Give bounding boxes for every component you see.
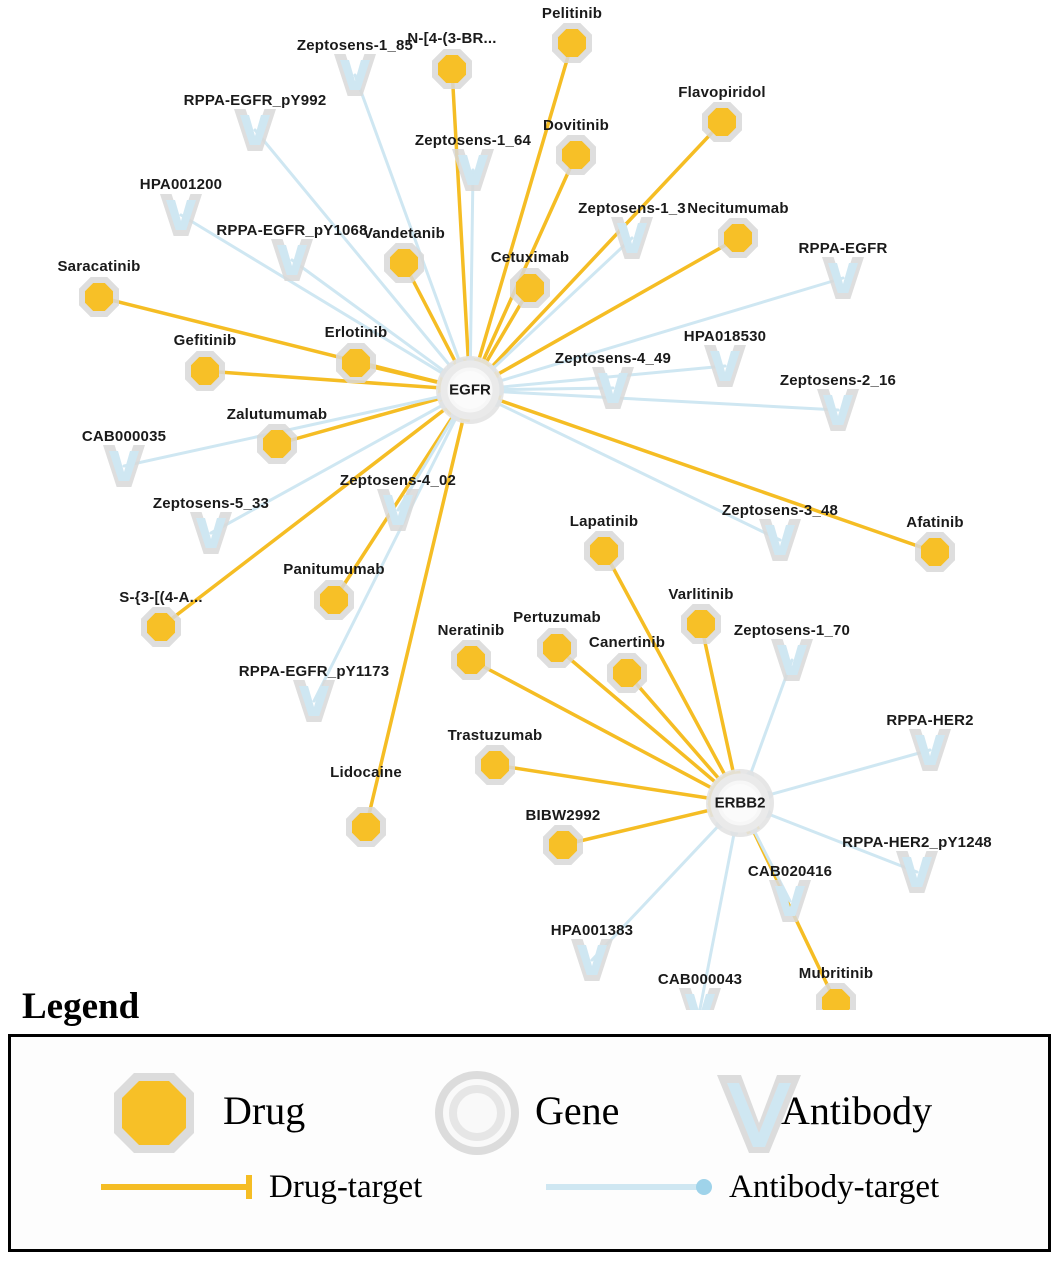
antibody-node-label: CAB020416: [747, 863, 833, 880]
graph-edge: [500, 366, 725, 387]
drug-node[interactable]: [516, 274, 544, 302]
graph-edge: [478, 43, 572, 361]
legend-gene-icon: [429, 1065, 525, 1166]
drug-node[interactable]: [921, 538, 949, 566]
graph-edge: [470, 170, 473, 360]
drug-node-label: Pertuzumab: [513, 609, 601, 626]
drug-node-label: Lapatinib: [569, 513, 639, 530]
antibody-node-label: Zeptosens-1_85: [296, 37, 414, 54]
graph-edge: [314, 417, 457, 701]
antibody-node-label: Zeptosens-4_49: [554, 350, 672, 367]
drug-node-label: Dovitinib: [543, 117, 609, 134]
legend: [0, 985, 1059, 1252]
antibody-node-label: RPPA-HER2: [886, 712, 974, 729]
drug-node[interactable]: [543, 634, 571, 662]
drug-node-label: Afatinib: [906, 514, 964, 531]
antibody-node-label: RPPA-HER2_pY1248: [842, 834, 992, 851]
drug-node[interactable]: [457, 646, 485, 674]
graph-edge: [498, 400, 935, 552]
antibody-node-label: RPPA-EGFR_pY1173: [238, 663, 390, 680]
drug-node-label: Pelitinib: [541, 5, 603, 22]
legend-gene-label: Gene: [535, 1088, 620, 1133]
drug-node[interactable]: [562, 141, 590, 169]
drug-node[interactable]: [342, 349, 370, 377]
antibody-node-label: Zeptosens-1_64: [414, 132, 532, 149]
drug-node[interactable]: [708, 108, 736, 136]
drug-node[interactable]: [558, 29, 586, 57]
gene-node-label: EGFR: [449, 381, 491, 399]
drug-node[interactable]: [481, 751, 509, 779]
drug-node[interactable]: [390, 249, 418, 277]
drug-node[interactable]: [687, 610, 715, 638]
drug-node-label: Gefitinib: [173, 332, 237, 349]
antibody-node-label: RPPA-EGFR_pY992: [183, 92, 327, 109]
antibody-node-label: Zeptosens-4_02: [339, 472, 457, 489]
drug-node-label: Saracatinib: [57, 258, 141, 275]
drug-node-label: BIBW2992: [525, 807, 601, 824]
legend-box: [8, 1034, 1051, 1252]
drug-node-label: Zalutumumab: [226, 406, 328, 423]
drug-node-label: Flavopiridol: [678, 84, 766, 101]
drug-node[interactable]: [191, 357, 219, 385]
antibody-node-label: Zeptosens-1_70: [733, 622, 851, 639]
drug-node[interactable]: [613, 659, 641, 687]
antibody-node-label: CAB000043: [657, 971, 743, 988]
gene-node-label: ERBB2: [714, 794, 766, 812]
graph-edge: [701, 624, 734, 774]
antibody-node-label: Zeptosens-2_16: [779, 372, 897, 389]
legend-drug-label: Drug: [223, 1088, 306, 1133]
drug-node-label: Varlitinib: [668, 586, 734, 603]
legend-antibody-target-label: Antibody-target: [729, 1169, 940, 1205]
antibody-node-label: Zeptosens-3_48: [721, 502, 839, 519]
legend-antibody-target-edge-icon: [546, 1172, 716, 1207]
drug-node-label: N-[4-(3-BR...: [407, 30, 497, 47]
drug-node[interactable]: [549, 831, 577, 859]
drug-node[interactable]: [85, 283, 113, 311]
antibody-node-label: HPA001200: [139, 176, 223, 193]
drug-node[interactable]: [438, 55, 466, 83]
legend-drug-target-edge-icon: [101, 1172, 261, 1207]
drug-node-label: Lidocaine: [330, 764, 402, 781]
legend-drug-icon: [106, 1065, 202, 1166]
graph-edge: [500, 392, 838, 410]
graph-edge: [452, 69, 468, 360]
antibody-node-label: RPPA-EGFR: [798, 240, 888, 257]
drug-node-label: Canertinib: [588, 634, 666, 651]
drug-node-label: Erlotinib: [324, 324, 388, 341]
antibody-node-label: Zeptosens-1_3: [578, 200, 686, 217]
legend-drug-target-label: Drug-target: [269, 1169, 423, 1205]
drug-node-label: Neratinib: [437, 622, 505, 639]
legend-title: Legend: [22, 986, 140, 1027]
drug-node-label: Trastuzumab: [447, 727, 543, 744]
drug-node-label: Cetuximab: [490, 249, 570, 266]
drug-node-label: S-{3-[(4-A...: [119, 589, 203, 606]
drug-node[interactable]: [263, 430, 291, 458]
antibody-node-label: CAB000035: [81, 428, 167, 445]
graph-edge: [497, 403, 780, 540]
drug-node-label: Necitumumab: [687, 200, 789, 217]
drug-node[interactable]: [320, 586, 348, 614]
antibody-node-label: HPA018530: [683, 328, 767, 345]
drug-node[interactable]: [724, 224, 752, 252]
drug-node[interactable]: [147, 613, 175, 641]
antibody-node-label: Zeptosens-5_33: [152, 495, 270, 512]
graph-edge: [769, 750, 930, 795]
antibody-node-label: RPPA-EGFR_pY1068: [216, 222, 368, 239]
drug-node-label: Vandetanib: [362, 225, 446, 242]
legend-antibody-label: Antibody: [781, 1088, 933, 1133]
drug-node[interactable]: [590, 537, 618, 565]
graph-edge: [627, 673, 720, 780]
antibody-node-label: HPA001383: [550, 922, 634, 939]
drug-node-label: Mubritinib: [798, 965, 874, 982]
drug-node[interactable]: [352, 813, 380, 841]
drug-node-label: Panitumumab: [283, 561, 385, 578]
graph-edge: [500, 388, 613, 390]
